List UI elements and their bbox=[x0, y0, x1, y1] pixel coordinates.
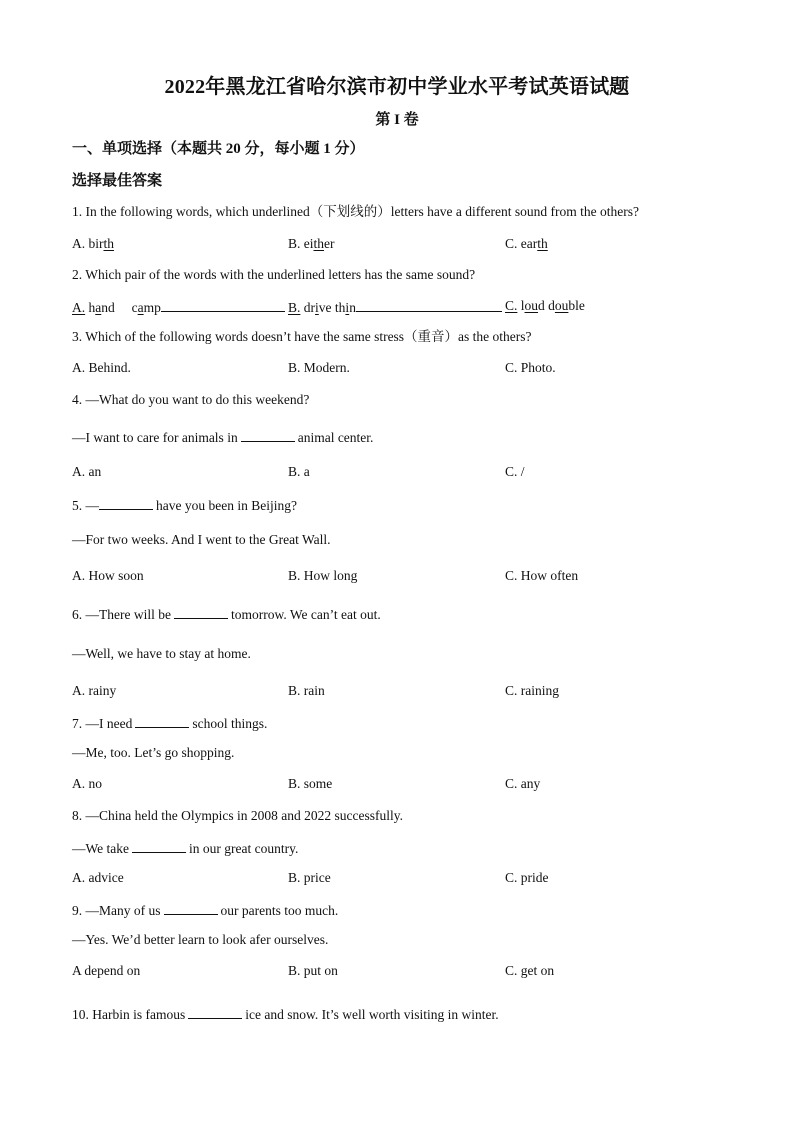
question-1-stem: 1. In the following words, which underlined（下划线的）letters have a different sound from the others? bbox=[72, 204, 639, 219]
answer-blank[interactable] bbox=[99, 495, 153, 510]
question-3-option-b[interactable]: B. Modern. bbox=[288, 360, 350, 375]
question-5-stem: 5. — have you been in Beijing? bbox=[72, 495, 297, 515]
question-3-stem: 3. Which of the following words doesn’t have the same stress（重音）as the others? bbox=[72, 329, 532, 344]
question-1-option-c[interactable]: C. earth bbox=[505, 236, 548, 251]
question-9-reply: —Yes. We’d better learn to look afer ourselves. bbox=[72, 932, 329, 947]
question-6-stem: 6. —There will be tomorrow. We can’t eat out. bbox=[72, 604, 381, 624]
question-9-option-c[interactable]: C. get on bbox=[505, 963, 555, 978]
question-2-option-c[interactable]: C. loud double bbox=[505, 298, 585, 313]
question-7-option-c[interactable]: C. any bbox=[505, 776, 541, 791]
answer-blank[interactable] bbox=[188, 1004, 242, 1019]
volume-label: 第 I 卷 bbox=[375, 112, 419, 128]
question-5-option-c[interactable]: C. How often bbox=[505, 568, 579, 583]
question-2-option-a[interactable]: A. hand camp bbox=[72, 297, 285, 317]
question-7-reply: —Me, too. Let’s go shopping. bbox=[72, 745, 235, 760]
question-6-option-c[interactable]: C. raining bbox=[505, 683, 559, 698]
question-4-option-a[interactable]: A. an bbox=[72, 464, 102, 479]
question-5-reply: —For two weeks. And I went to the Great Wall. bbox=[72, 532, 331, 547]
question-1-option-a[interactable]: A. birth bbox=[72, 236, 115, 251]
question-4-option-b[interactable]: B. a bbox=[288, 464, 310, 479]
question-9-option-a[interactable]: A depend on bbox=[72, 963, 141, 978]
answer-blank[interactable] bbox=[241, 427, 295, 442]
question-4-reply: —I want to care for animals in animal center. bbox=[72, 427, 373, 447]
underline-filler bbox=[356, 297, 502, 312]
answer-blank[interactable] bbox=[135, 713, 189, 728]
question-6-option-b[interactable]: B. rain bbox=[288, 683, 325, 698]
question-9-option-b[interactable]: B. put on bbox=[288, 963, 338, 978]
question-9-stem: 9. —Many of us our parents too much. bbox=[72, 900, 338, 920]
question-2-stem: 2. Which pair of the words with the underlined letters has the same sound? bbox=[72, 267, 476, 282]
question-1-option-b[interactable]: B. either bbox=[288, 236, 335, 251]
section-subheading: 选择最佳答案 bbox=[72, 173, 163, 189]
question-6-option-a[interactable]: A. rainy bbox=[72, 683, 117, 698]
answer-blank[interactable] bbox=[132, 838, 186, 853]
question-5-option-b[interactable]: B. How long bbox=[288, 568, 358, 583]
answer-blank[interactable] bbox=[164, 900, 218, 915]
question-4-stem: 4. —What do you want to do this weekend? bbox=[72, 392, 310, 407]
question-8-option-c[interactable]: C. pride bbox=[505, 870, 549, 885]
question-8-option-b[interactable]: B. price bbox=[288, 870, 331, 885]
question-8-option-a[interactable]: A. advice bbox=[72, 870, 124, 885]
question-8-reply: —We take in our great country. bbox=[72, 838, 298, 858]
question-5-option-a[interactable]: A. How soon bbox=[72, 568, 144, 583]
question-3-option-a[interactable]: A. Behind. bbox=[72, 360, 131, 375]
answer-blank[interactable] bbox=[174, 604, 228, 619]
page-title: 2022年黑龙江省哈尔滨市初中学业水平考试英语试题 bbox=[164, 76, 630, 98]
section-heading: 一、单项选择（本题共 20 分，每小题 1 分） bbox=[72, 141, 365, 157]
question-4-option-c[interactable]: C. / bbox=[505, 464, 525, 479]
question-2-option-b[interactable]: B. drive thin bbox=[288, 297, 502, 317]
question-7-stem: 7. —I need school things. bbox=[72, 713, 267, 733]
question-7-option-b[interactable]: B. some bbox=[288, 776, 333, 791]
question-3-option-c[interactable]: C. Photo. bbox=[505, 360, 556, 375]
underline-filler bbox=[161, 297, 285, 312]
question-8-stem: 8. —China held the Olympics in 2008 and 2022 successfully. bbox=[72, 808, 403, 823]
question-6-reply: —Well, we have to stay at home. bbox=[72, 646, 251, 661]
question-7-option-a[interactable]: A. no bbox=[72, 776, 102, 791]
question-10-stem: 10. Harbin is famous ice and snow. It’s well worth visiting in winter. bbox=[72, 1004, 499, 1024]
